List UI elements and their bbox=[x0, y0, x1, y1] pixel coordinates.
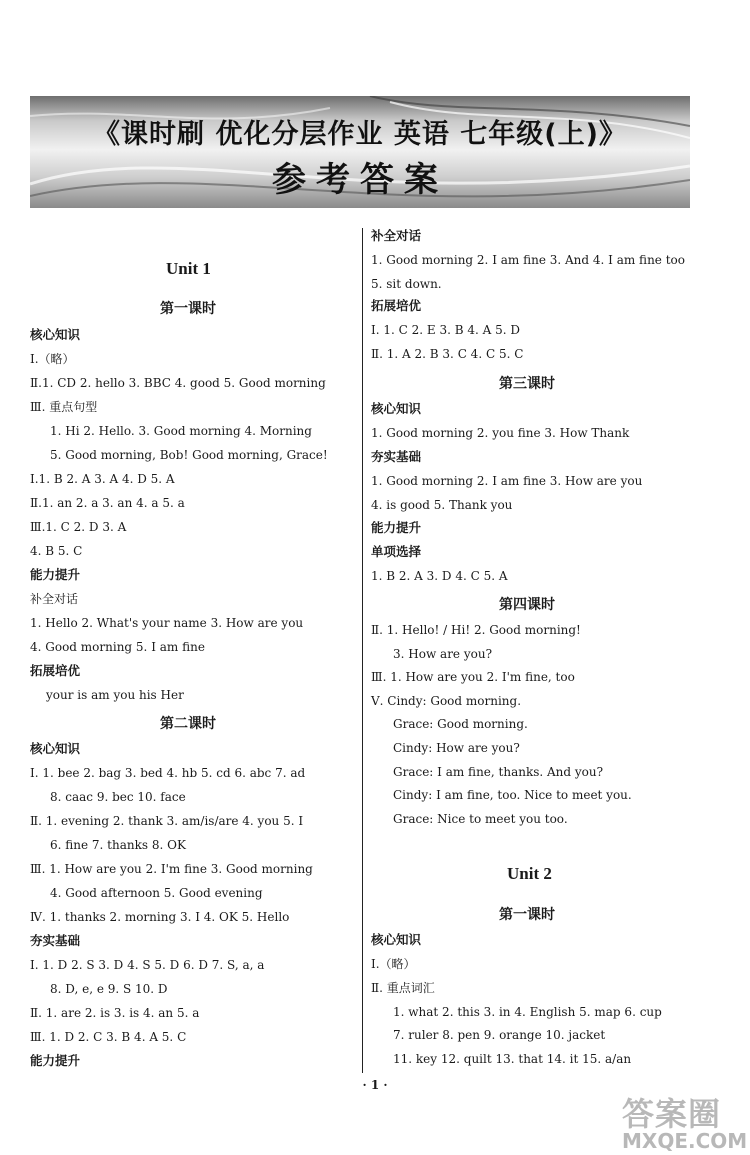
answer-line: 5. sit down. bbox=[371, 277, 442, 291]
answer-line: 7. ruler 8. pen 9. orange 10. jacket bbox=[393, 1028, 606, 1042]
answer-line: Grace: I am fine, thanks. And you? bbox=[393, 765, 604, 779]
answer-line: 4. B 5. C bbox=[30, 544, 83, 558]
watermark-url: MXQE.COM bbox=[622, 1129, 748, 1153]
answer-line: 1. what 2. this 3. in 4. English 5. map 6. cup bbox=[393, 1005, 662, 1019]
answer-line: Ⅱ. 1. Hello! / Hi! 2. Good morning! bbox=[371, 623, 581, 637]
answer-line: Cindy: How are you? bbox=[393, 741, 520, 755]
answer-line: Ⅲ. 1. D 2. C 3. B 4. A 5. C bbox=[30, 1030, 187, 1044]
section-label: 拓展培优 bbox=[30, 663, 81, 678]
answer-line: 1. Hi 2. Hello. 3. Good morning 4. Morning bbox=[50, 424, 312, 438]
answer-line: Ⅰ. 1. bee 2. bag 3. bed 4. hb 5. cd 6. abc 7. ad bbox=[30, 766, 306, 780]
lesson-heading: 第四课时 bbox=[499, 597, 555, 613]
answer-line: Ⅴ. Cindy: Good morning. bbox=[371, 694, 522, 708]
section-label: 补全对话 bbox=[371, 228, 422, 243]
answer-line: 8. D, e, e 9. S 10. D bbox=[50, 982, 168, 996]
section-label: 单项选择 bbox=[371, 544, 422, 559]
answer-line: Ⅱ. 1. A 2. B 3. C 4. C 5. C bbox=[371, 347, 524, 361]
lesson-heading: 第一课时 bbox=[499, 907, 555, 923]
answer-line: 3. How are you? bbox=[393, 647, 493, 661]
section-label: 能力提升 bbox=[30, 567, 81, 582]
section-label: 能力提升 bbox=[30, 1053, 81, 1068]
answer-line: Ⅱ.1. CD 2. hello 3. BBC 4. good 5. Good morning bbox=[30, 376, 326, 390]
answer-line: your is am you his Her bbox=[46, 688, 184, 702]
section-label: 核心知识 bbox=[371, 932, 422, 947]
answer-line: 1. Good morning 2. you fine 3. How Thank bbox=[371, 426, 630, 440]
header-banner bbox=[30, 96, 690, 208]
answer-line: 6. fine 7. thanks 8. OK bbox=[50, 838, 186, 852]
section-label: 核心知识 bbox=[371, 401, 422, 416]
answer-line: Cindy: I am fine, too. Nice to meet you. bbox=[393, 788, 632, 802]
answer-line: 1. Good morning 2. I am fine 3. And 4. I am fine too bbox=[371, 253, 685, 267]
section-label: 拓展培优 bbox=[371, 298, 422, 313]
page-number: · 1 · bbox=[362, 1078, 388, 1092]
section-label: 核心知识 bbox=[30, 327, 81, 342]
column-divider bbox=[362, 228, 363, 1073]
answer-line: Ⅲ. 重点句型 bbox=[30, 400, 98, 414]
lesson-heading: 第三课时 bbox=[499, 376, 555, 392]
answer-line: Ⅱ.1. an 2. a 3. an 4. a 5. a bbox=[30, 496, 185, 510]
answer-line: 8. caac 9. bec 10. face bbox=[50, 790, 186, 804]
answer-line: Ⅱ. 1. evening 2. thank 3. am/is/are 4. you 5. I bbox=[30, 814, 304, 828]
section-label: 夯实基础 bbox=[30, 933, 81, 948]
answer-line: Ⅰ.（略） bbox=[30, 352, 75, 366]
page-title: 《课时刷 优化分层作业 英语 七年级(上)》 bbox=[93, 119, 627, 150]
watermark-text: 答案圈 bbox=[622, 1095, 722, 1133]
answer-line: 11. key 12. quilt 13. that 14. it 15. a/an bbox=[393, 1052, 632, 1066]
answer-line: Ⅰ.1. B 2. A 3. A 4. D 5. A bbox=[30, 472, 175, 486]
answer-line: Ⅲ.1. C 2. D 3. A bbox=[30, 520, 127, 534]
answer-line: 补全对话 bbox=[30, 592, 79, 606]
answer-line: 1. B 2. A 3. D 4. C 5. A bbox=[371, 569, 508, 583]
answer-line: Ⅳ. 1. thanks 2. morning 3. I 4. OK 5. Hello bbox=[30, 910, 290, 924]
answer-line: Ⅱ. 1. are 2. is 3. is 4. an 5. a bbox=[30, 1006, 200, 1020]
answer-line: Grace: Nice to meet you too. bbox=[393, 812, 568, 826]
answer-line: Ⅲ. 1. How are you 2. I'm fine 3. Good morning bbox=[30, 862, 313, 876]
answer-line: Ⅲ. 1. How are you 2. I'm fine, too bbox=[371, 670, 575, 684]
answer-line: 1. Good morning 2. I am fine 3. How are you bbox=[371, 474, 643, 488]
answer-line: Ⅰ. 1. D 2. S 3. D 4. S 5. D 6. D 7. S, a, a bbox=[30, 958, 265, 972]
answer-line: 5. Good morning, Bob! Good morning, Grace! bbox=[50, 448, 328, 462]
answer-line: Ⅰ. 1. C 2. E 3. B 4. A 5. D bbox=[371, 323, 520, 337]
section-label: 夯实基础 bbox=[371, 449, 422, 464]
section-label: 能力提升 bbox=[371, 520, 422, 535]
answer-line: Ⅱ. 重点词汇 bbox=[371, 981, 435, 995]
lesson-heading: 第二课时 bbox=[160, 716, 216, 732]
answer-line: 1. Hello 2. What's your name 3. How are you bbox=[30, 616, 304, 630]
answer-line: Ⅰ.（略） bbox=[371, 957, 416, 971]
section-label: 核心知识 bbox=[30, 741, 81, 756]
lesson-heading: 第一课时 bbox=[160, 301, 216, 317]
unit-heading: Unit 2 bbox=[507, 864, 552, 883]
unit-heading: Unit 1 bbox=[166, 259, 211, 278]
answer-line: Grace: Good morning. bbox=[393, 717, 528, 731]
watermark-logo bbox=[618, 1085, 750, 1155]
page-subtitle: 参考答案 bbox=[272, 160, 448, 200]
answer-line: 4. Good afternoon 5. Good evening bbox=[50, 886, 263, 900]
answer-line: 4. Good morning 5. I am fine bbox=[30, 640, 205, 654]
answer-line: 4. is good 5. Thank you bbox=[371, 498, 513, 512]
